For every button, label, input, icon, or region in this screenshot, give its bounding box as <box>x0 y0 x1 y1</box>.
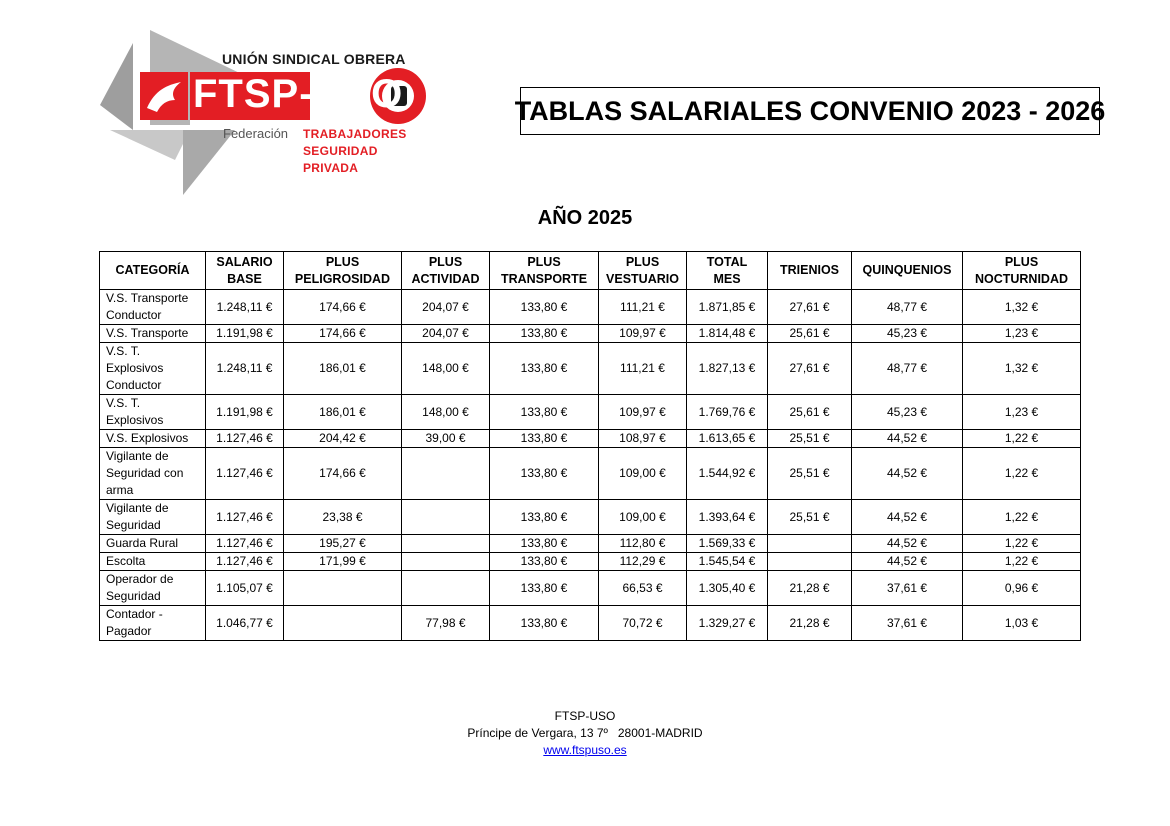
total-mes-cell: 1.827,13 € <box>687 343 768 395</box>
plus-peligrosidad-cell: 204,42 € <box>284 430 402 448</box>
plus-transporte-cell: 133,80 € <box>490 535 599 553</box>
category-line: Conductor <box>106 378 162 392</box>
category-line: V.S. Transporte <box>106 326 189 340</box>
logo-sub-line-1: TRABAJADORES <box>303 127 407 141</box>
plus-nocturnidad-cell: 1,22 € <box>963 448 1081 500</box>
category-line: arma <box>106 483 134 497</box>
header-plus-actividad <box>402 252 490 290</box>
category-cell <box>100 500 206 535</box>
quinquenios-cell: 44,52 € <box>852 553 963 571</box>
total-mes-cell: 1.769,76 € <box>687 395 768 430</box>
quinquenios-cell: 44,52 € <box>852 535 963 553</box>
salario-base-cell: 1.191,98 € <box>206 325 284 343</box>
logo-brand-part: FTSP-USO <box>193 72 404 116</box>
category-line: Seguridad con <box>106 466 184 480</box>
category-line: V.S. T. <box>106 344 141 358</box>
logo-federacion-text: Federación <box>223 126 289 141</box>
plus-peligrosidad-cell: 171,99 € <box>284 553 402 571</box>
category-line: Vigilante de <box>106 449 169 463</box>
plus-transporte-cell: 133,80 € <box>490 571 599 606</box>
trienios-cell <box>768 535 852 553</box>
category-cell <box>100 343 206 395</box>
plus-nocturnidad-cell: 1,32 € <box>963 290 1081 325</box>
trienios-cell <box>768 553 852 571</box>
plus-vestuario-cell: 66,53 € <box>599 571 687 606</box>
trienios-cell: 25,61 € <box>768 395 852 430</box>
plus-nocturnidad-cell: 1,22 € <box>963 535 1081 553</box>
plus-transporte-cell: 133,80 € <box>490 395 599 430</box>
header-salario-base <box>206 252 284 290</box>
trienios-cell: 21,28 € <box>768 571 852 606</box>
plus-vestuario-cell: 108,97 € <box>599 430 687 448</box>
total-mes-cell: 1.814,48 € <box>687 325 768 343</box>
plus-actividad-cell <box>402 500 490 535</box>
header-trienios <box>768 252 852 290</box>
plus-vestuario-cell: 109,00 € <box>599 448 687 500</box>
header-line: TRIENIOS <box>779 263 840 277</box>
header-line: ACTIVIDAD <box>411 271 480 286</box>
total-mes-cell: 1.871,85 € <box>687 290 768 325</box>
category-line: Seguridad <box>106 518 161 532</box>
footer <box>0 708 1170 759</box>
plus-vestuario-cell: 111,21 € <box>599 343 687 395</box>
total-mes-cell: 1.613,65 € <box>687 430 768 448</box>
plus-actividad-cell: 39,00 € <box>402 430 490 448</box>
category-cell <box>100 290 206 325</box>
category-line: Guarda Rural <box>106 536 179 550</box>
category-cell <box>100 535 206 553</box>
header-plus-peligrosidad <box>284 252 402 290</box>
plus-actividad-cell <box>402 535 490 553</box>
plus-nocturnidad-cell: 1,22 € <box>963 553 1081 571</box>
trienios-cell: 25,51 € <box>768 430 852 448</box>
plus-transporte-cell: 133,80 € <box>490 343 599 395</box>
salario-base-cell: 1.191,98 € <box>206 395 284 430</box>
table-row <box>100 553 1081 571</box>
plus-nocturnidad-cell: 1,03 € <box>963 606 1081 641</box>
plus-vestuario-cell: 109,97 € <box>599 395 687 430</box>
category-cell <box>100 571 206 606</box>
category-line: V.S. Transporte <box>106 291 189 305</box>
plus-transporte-cell: 133,80 € <box>490 290 599 325</box>
plus-nocturnidad-cell: 1,22 € <box>963 430 1081 448</box>
trienios-cell: 21,28 € <box>768 606 852 641</box>
category-line: Escolta <box>106 554 146 568</box>
total-mes-cell: 1.305,40 € <box>687 571 768 606</box>
header-line: PLUS <box>527 254 561 269</box>
header-plus-transporte <box>490 252 599 290</box>
salario-base-cell: 1.046,77 € <box>206 606 284 641</box>
plus-transporte-cell: 133,80 € <box>490 325 599 343</box>
header-plus-nocturnidad <box>963 252 1081 290</box>
category-cell <box>100 395 206 430</box>
plus-vestuario-cell: 70,72 € <box>599 606 687 641</box>
plus-transporte-cell: 133,80 € <box>490 500 599 535</box>
category-cell <box>100 448 206 500</box>
trienios-cell: 27,61 € <box>768 290 852 325</box>
category-cell <box>100 325 206 343</box>
header-line: MES <box>713 271 741 286</box>
plus-peligrosidad-cell: 23,38 € <box>284 500 402 535</box>
salario-base-cell: 1.127,46 € <box>206 430 284 448</box>
header-line: PLUS <box>1004 254 1039 269</box>
plus-peligrosidad-cell: 186,01 € <box>284 343 402 395</box>
table-row <box>100 606 1081 641</box>
category-line: V.S. Explosivos <box>106 431 189 445</box>
header-line: TRANSPORTE <box>500 271 588 286</box>
quinquenios-cell: 44,52 € <box>852 430 963 448</box>
page-title: TABLAS SALARIALES CONVENIO 2023 - 2026 <box>520 87 1100 135</box>
quinquenios-cell: 45,23 € <box>852 325 963 343</box>
plus-nocturnidad-cell: 1,23 € <box>963 395 1081 430</box>
category-line: Vigilante de <box>106 501 169 515</box>
table-row <box>100 448 1081 500</box>
plus-vestuario-cell: 112,80 € <box>599 535 687 553</box>
table-row <box>100 430 1081 448</box>
plus-transporte-cell: 133,80 € <box>490 606 599 641</box>
quinquenios-cell: 44,52 € <box>852 500 963 535</box>
trienios-cell: 25,51 € <box>768 448 852 500</box>
logo-top-text: UNIÓN SINDICAL OBRERA <box>222 51 406 67</box>
plus-actividad-cell: 204,07 € <box>402 290 490 325</box>
total-mes-cell: 1.545,54 € <box>687 553 768 571</box>
table-row <box>100 395 1081 430</box>
header-line: PELIGROSIDAD <box>294 271 391 286</box>
quinquenios-cell: 37,61 € <box>852 606 963 641</box>
plus-actividad-cell: 204,07 € <box>402 325 490 343</box>
logo-sub-line-3: PRIVADA <box>303 161 359 175</box>
category-cell <box>100 606 206 641</box>
salario-base-cell: 1.127,46 € <box>206 535 284 553</box>
trienios-cell: 25,51 € <box>768 500 852 535</box>
header-line: PLUS <box>625 254 660 269</box>
plus-peligrosidad-cell: 195,27 € <box>284 535 402 553</box>
table-header-row <box>100 252 1081 290</box>
category-line: V.S. T. <box>106 396 141 410</box>
table-row <box>100 571 1081 606</box>
quinquenios-cell: 48,77 € <box>852 290 963 325</box>
salario-base-cell: 1.127,46 € <box>206 500 284 535</box>
category-line: Explosivos <box>106 413 164 427</box>
category-line: Operador de <box>106 572 174 586</box>
total-mes-cell: 1.544,92 € <box>687 448 768 500</box>
plus-peligrosidad-cell: 174,66 € <box>284 290 402 325</box>
salario-base-cell: 1.127,46 € <box>206 553 284 571</box>
logo-sub-line-2: SEGURIDAD <box>303 144 378 158</box>
table-row <box>100 535 1081 553</box>
plus-peligrosidad-cell: 186,01 € <box>284 395 402 430</box>
header-line: TOTAL <box>706 254 748 269</box>
header-total-mes <box>687 252 768 290</box>
plus-actividad-cell <box>402 553 490 571</box>
plus-nocturnidad-cell: 1,32 € <box>963 343 1081 395</box>
plus-nocturnidad-cell: 1,23 € <box>963 325 1081 343</box>
trienios-cell: 27,61 € <box>768 343 852 395</box>
category-line: Conductor <box>106 308 162 322</box>
plus-nocturnidad-cell: 0,96 € <box>963 571 1081 606</box>
plus-peligrosidad-cell <box>284 606 402 641</box>
category-line: Explosivos <box>106 361 164 375</box>
plus-actividad-cell: 148,00 € <box>402 343 490 395</box>
header-line: VESTUARIO <box>606 271 679 286</box>
salario-base-cell: 1.105,07 € <box>206 571 284 606</box>
plus-actividad-cell <box>402 448 490 500</box>
table-body <box>100 290 1081 641</box>
total-mes-cell: 1.569,33 € <box>687 535 768 553</box>
trienios-cell: 25,61 € <box>768 325 852 343</box>
plus-nocturnidad-cell: 1,22 € <box>963 500 1081 535</box>
table-row <box>100 500 1081 535</box>
ftsp-uso-logo <box>95 30 435 200</box>
table-row <box>100 290 1081 325</box>
plus-actividad-cell: 77,98 € <box>402 606 490 641</box>
salario-base-cell: 1.248,11 € <box>206 290 284 325</box>
quinquenios-cell: 48,77 € <box>852 343 963 395</box>
header-line: PLUS <box>325 254 360 269</box>
quinquenios-cell: 44,52 € <box>852 448 963 500</box>
plus-vestuario-cell: 109,97 € <box>599 325 687 343</box>
header-plus-vestuario <box>599 252 687 290</box>
logo-brand-text <box>193 70 403 118</box>
table-row <box>100 343 1081 395</box>
header-quinquenios <box>852 252 963 290</box>
plus-vestuario-cell: 109,00 € <box>599 500 687 535</box>
header-line: BASE <box>227 271 262 286</box>
header-line: QUINQUENIOS <box>862 263 952 277</box>
year-heading: AÑO 2025 <box>537 207 633 229</box>
footer-org: FTSP-USO <box>554 709 616 723</box>
plus-actividad-cell: 148,00 € <box>402 395 490 430</box>
category-line: Contador - <box>106 607 163 621</box>
header-line: NOCTURNIDAD <box>974 271 1069 286</box>
plus-actividad-cell <box>402 571 490 606</box>
plus-vestuario-cell: 112,29 € <box>599 553 687 571</box>
plus-vestuario-cell: 111,21 € <box>599 290 687 325</box>
quinquenios-cell: 45,23 € <box>852 395 963 430</box>
plus-peligrosidad-cell: 174,66 € <box>284 448 402 500</box>
plus-transporte-cell: 133,80 € <box>490 448 599 500</box>
category-cell <box>100 430 206 448</box>
footer-website-link[interactable]: www.ftspuso.es <box>543 743 627 757</box>
total-mes-cell: 1.329,27 € <box>687 606 768 641</box>
footer-address: Príncipe de Vergara, 13 7º 28001-MADRID <box>467 726 703 740</box>
category-line: Pagador <box>106 624 152 638</box>
salario-base-cell: 1.248,11 € <box>206 343 284 395</box>
header-categoria <box>100 252 206 290</box>
header-line: SALARIO <box>216 254 273 269</box>
salary-table <box>99 251 1081 641</box>
category-line: Seguridad <box>106 589 161 603</box>
category-cell <box>100 553 206 571</box>
total-mes-cell: 1.393,64 € <box>687 500 768 535</box>
plus-transporte-cell: 133,80 € <box>490 553 599 571</box>
plus-peligrosidad-cell: 174,66 € <box>284 325 402 343</box>
plus-transporte-cell: 133,80 € <box>490 430 599 448</box>
quinquenios-cell: 37,61 € <box>852 571 963 606</box>
salario-base-cell: 1.127,46 € <box>206 448 284 500</box>
header-line: PLUS <box>428 254 463 269</box>
header-line: CATEGORÍA <box>115 263 190 277</box>
plus-peligrosidad-cell <box>284 571 402 606</box>
table-row <box>100 325 1081 343</box>
